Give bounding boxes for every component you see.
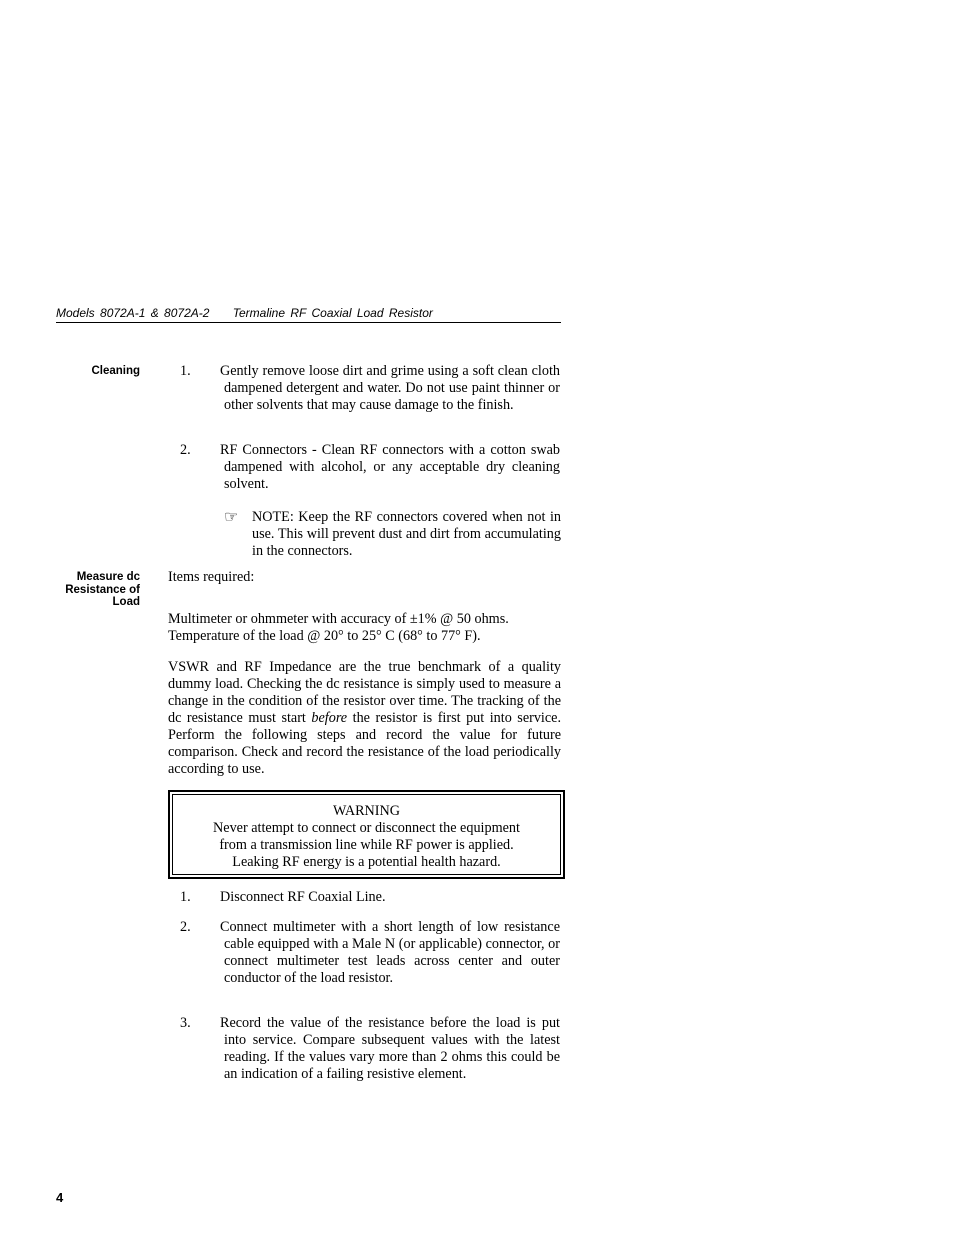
header-title: Termaline RF Coaxial Load Resistor xyxy=(232,306,433,320)
side-heading-cleaning: Cleaning xyxy=(91,365,140,377)
emphasis-before: before xyxy=(311,710,348,726)
note-text: NOTE: Keep the RF connectors covered when not in use. This will prevent dust and dirt from accumulating in the connectors. xyxy=(252,509,561,559)
warning-title: WARNING xyxy=(333,803,400,819)
measure-step-3: 3. Record the value of the resistance before the load is put into service. Compare subsequent values with the latest reading. If the values vary more than 2 ohms this could be an indication of a failing resistive element. xyxy=(180,1015,560,1082)
note-block xyxy=(224,509,561,560)
measure-paragraph: VSWR and RF Impedance are the true benchmark of a quality dummy load. Checking the dc resistance is simply used to measure a change in the condition of the resistor over time. The tracking of the dc resistance must start before the resistor is first put into service. Perform the following steps and record the value for future comparison. Check and record the resistance of the load periodically according to use. xyxy=(168,659,562,777)
items-required-label: Items required: xyxy=(168,569,255,585)
measure-step-2: 2. Connect multimeter with a short length of low resistance cable equipped with a Male N (or applicable) connector, or connect multimeter test leads across center and outer conductor of the load resistor. xyxy=(180,919,560,986)
warning-line-2: from a transmission line while RF power is applied. xyxy=(219,837,514,853)
measure-step-1: 1. Disconnect RF Coaxial Line. xyxy=(180,889,386,905)
pointing-hand-icon: ☞ xyxy=(224,509,239,526)
requirement-temperature: Temperature of the load @ 20° to 25° C (68° to 77° F). xyxy=(168,628,481,644)
header-models: Models 8072A-1 & 8072A-2 xyxy=(56,306,210,320)
requirements-list xyxy=(168,611,561,645)
requirement-meter: Multimeter or ohmmeter with accuracy of ±1% @ 50 ohms. xyxy=(168,611,509,627)
page-number: 4 xyxy=(56,1190,64,1205)
warning-line-1: Never attempt to connect or disconnect the equipment xyxy=(213,820,520,836)
cleaning-item-2: 2. RF Connectors - Clean RF connectors with a cotton swab dampened with alcohol, or any acceptable dry cleaning solvent. xyxy=(180,442,560,492)
cleaning-item-1: 1. Gently remove loose dirt and grime using a soft clean cloth dampened detergent and water. Do not use paint thinner or other solvents that may cause damage to the finish. xyxy=(180,363,560,413)
side-heading-measure: Measure dc Resistance of Load xyxy=(65,571,140,608)
warning-line-3: Leaking RF energy is a potential health hazard. xyxy=(232,854,501,870)
warning-box xyxy=(168,790,565,879)
running-header xyxy=(56,306,561,323)
